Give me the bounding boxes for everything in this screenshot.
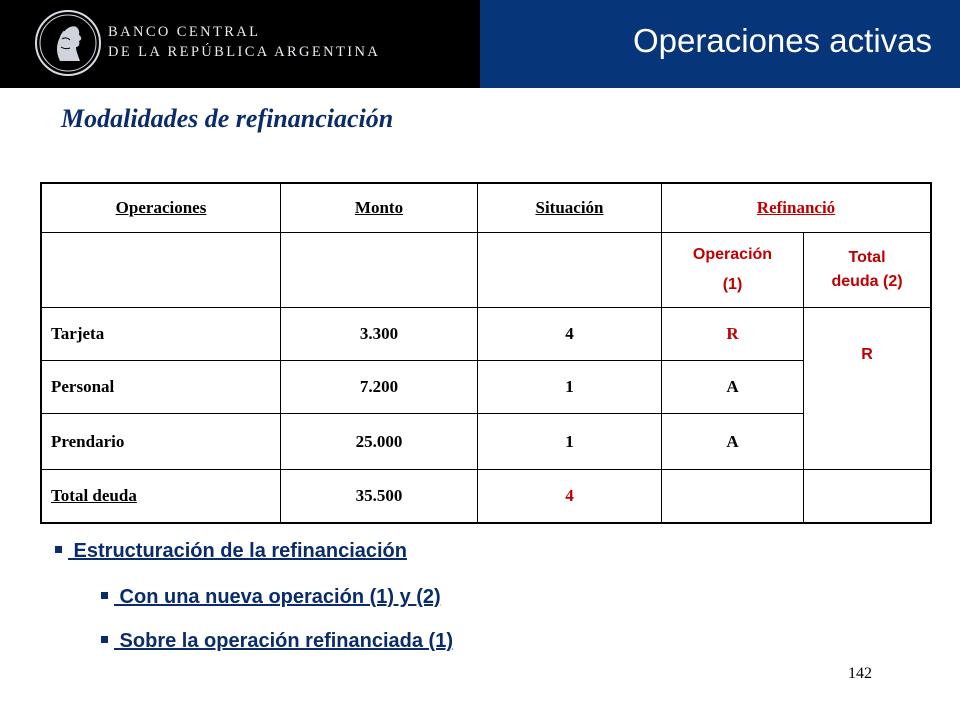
cell-situacion: 4 bbox=[478, 308, 662, 361]
link-operacion-refinanciada[interactable]: Sobre la operación refinanciada (1) bbox=[114, 630, 453, 652]
cell-refin-operacion: R bbox=[662, 308, 804, 361]
table-total-row bbox=[41, 470, 931, 524]
col-header-label: Situación bbox=[535, 198, 604, 217]
col-header-refinancio bbox=[662, 183, 932, 233]
refinancing-table bbox=[40, 182, 932, 524]
cell-situacion: 1 bbox=[478, 414, 662, 470]
bank-name-line2: DE LA REPÚBLICA ARGENTINA bbox=[108, 44, 381, 60]
square-bullet-icon bbox=[55, 546, 62, 553]
cell-total-label bbox=[41, 470, 281, 524]
table-subheader-row bbox=[41, 233, 931, 308]
col-header-label: Operaciones bbox=[115, 198, 207, 217]
col-header-label: Monto bbox=[354, 198, 404, 217]
bullet-sub2 bbox=[101, 630, 453, 653]
cell-total-monto: 35.500 bbox=[281, 470, 478, 524]
link-nueva-operacion[interactable]: Con una nueva operación (1) y (2) bbox=[114, 586, 441, 608]
table-row bbox=[41, 414, 931, 470]
cell-monto: 7.200 bbox=[281, 361, 478, 414]
table-header-row bbox=[41, 183, 931, 233]
bank-seal-logo bbox=[34, 9, 102, 77]
cell-operacion: Personal bbox=[41, 361, 281, 414]
bullet-main bbox=[55, 540, 407, 563]
col-header-monto bbox=[281, 183, 478, 233]
col-header-situacion bbox=[478, 183, 662, 233]
table-row bbox=[41, 308, 931, 361]
cell-total-situacion: 4 bbox=[478, 470, 662, 524]
square-bullet-icon bbox=[101, 636, 108, 643]
subheader-total-line2: deuda (2) bbox=[831, 273, 903, 290]
cell-monto: 3.300 bbox=[281, 308, 478, 361]
subheader-operacion-line2: (1) bbox=[722, 276, 743, 293]
cell-monto: 25.000 bbox=[281, 414, 478, 470]
header-bank-panel bbox=[0, 0, 480, 88]
cell-refin-operacion: A bbox=[662, 414, 804, 470]
table-row bbox=[41, 361, 931, 414]
col-header-operaciones bbox=[41, 183, 281, 233]
subheader-total-deuda bbox=[804, 233, 932, 308]
bullet-sub1 bbox=[101, 586, 441, 609]
page-number: 142 bbox=[848, 665, 872, 682]
subheader-operacion-line1: Operación bbox=[692, 246, 773, 263]
empty-cell bbox=[281, 233, 478, 308]
cell-refin-operacion: A bbox=[662, 361, 804, 414]
cell-operacion: Tarjeta bbox=[41, 308, 281, 361]
empty-cell bbox=[41, 233, 281, 308]
bank-name-line1: BANCO CENTRAL bbox=[108, 24, 261, 40]
total-label: Total deuda bbox=[51, 486, 137, 505]
link-estructuracion[interactable]: Estructuración de la refinanciación bbox=[68, 540, 407, 562]
slide-title: Operaciones activas bbox=[633, 22, 932, 59]
empty-cell bbox=[662, 470, 804, 524]
cell-operacion: Prendario bbox=[41, 414, 281, 470]
section-subtitle: Modalidades de refinanciación bbox=[61, 104, 394, 133]
empty-cell bbox=[804, 470, 932, 524]
cell-refin-total-merged: R bbox=[804, 308, 932, 470]
cell-situacion: 1 bbox=[478, 361, 662, 414]
square-bullet-icon bbox=[101, 592, 108, 599]
subheader-total-line1: Total bbox=[848, 249, 886, 266]
empty-cell bbox=[478, 233, 662, 308]
col-header-label: Refinanció bbox=[756, 198, 836, 217]
subheader-operacion bbox=[662, 233, 804, 308]
